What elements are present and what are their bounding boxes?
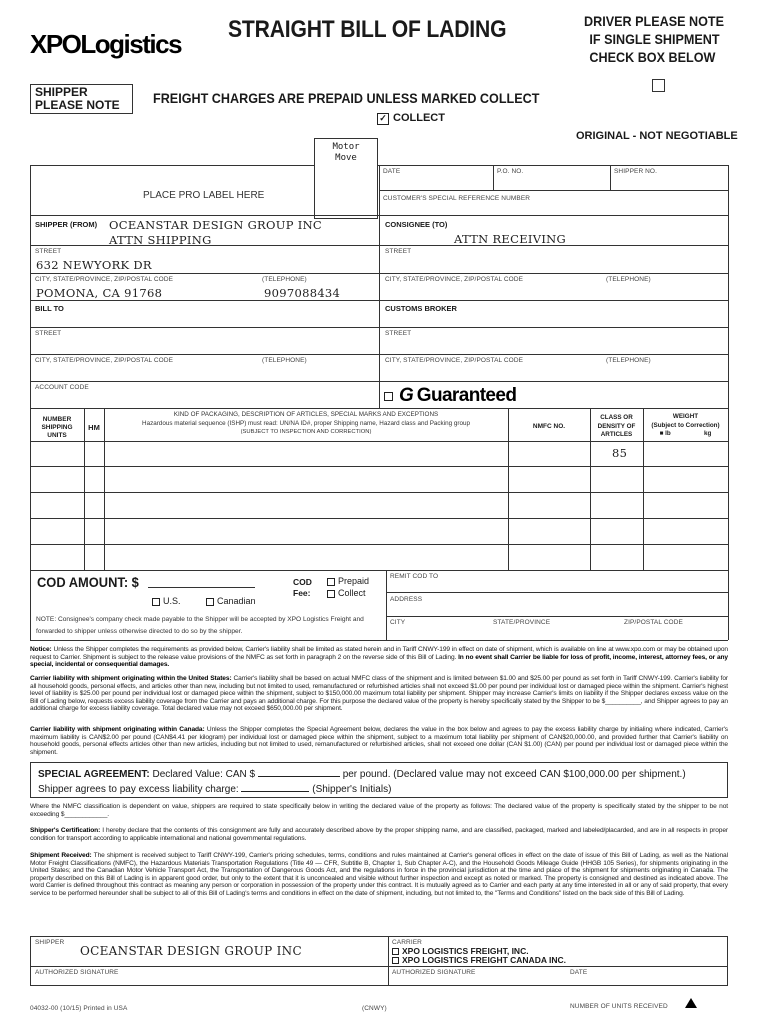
class-header-line3: ARTICLES [600, 431, 633, 438]
shipper-please-note [30, 84, 133, 114]
certification-text: I hereby declare that the contents of this consignment are fully and accurately described above by the proper shipping name, and are classified, packaged, marked and labeled/placarded, and are in all respects in proper condition for transport according to applicable international and national governmental regulations. [30, 827, 728, 842]
single-shipment-checkbox[interactable] [652, 79, 665, 92]
consignee-attn: ATTN RECEIVING [454, 232, 567, 246]
table-row[interactable] [30, 467, 728, 491]
carrier-date-label[interactable]: DATE [570, 969, 588, 976]
notice-text: Unless the Shipper completes the requirements as provided below, Carrier's liability shall be limited as stated herein and in Tariff CNWY-199 in effect on date of shipment, which is available on line at www.xpo.com or may be obtained upon request to Carrier. Shipment is subject to the release value provisions of the NMFC as set forth in paragraph 2 on the reverse side of this Bill of Lading. [30, 646, 728, 661]
units-header-line3: UNITS [47, 432, 67, 439]
declared-value-field[interactable] [258, 767, 340, 777]
us-liability-paragraph [30, 675, 728, 713]
consignee-city-label: CITY, STATE/PROVINCE, ZIP/POSTAL CODE [385, 276, 524, 283]
collect-label: COLLECT [393, 112, 445, 124]
driver-note-line2: IF SINGLE SHIPMENT [589, 31, 720, 47]
driver-note-line1: DRIVER PLEASE NOTE [584, 13, 725, 29]
cod-zip-label: ZIP/POSTAL CODE [624, 619, 683, 626]
cod-canadian-label: Canadian [217, 596, 256, 606]
guaranteed-g-icon: G [399, 385, 414, 406]
collect-checked-icon: ✓ [377, 113, 389, 125]
motor-move-line1: Motor [332, 142, 360, 152]
cod-note: NOTE: Consignee's company check made payable to the Shipper will be accepted by XPO Logistics Freight and forwarded to shipper unless otherwise directed to do so by the shipper. [36, 616, 364, 635]
shipper-agrees-label: Shipper agrees to pay excess liability charge: [38, 784, 239, 795]
bill-to-city-label: CITY, STATE/PROVINCE, ZIP/POSTAL CODE [35, 357, 174, 364]
table-row [30, 442, 728, 466]
special-agreement-title: SPECIAL AGREEMENT: [38, 769, 150, 780]
motor-move-box [314, 138, 378, 219]
freight-charges-notice: FREIGHT CHARGES ARE PREPAID UNLESS MARKED COLLECT [153, 90, 540, 106]
nmfc-column-header: NMFC NO. [532, 423, 566, 430]
customer-reference-label: CUSTOMER'S SPECIAL REFERENCE NUMBER [383, 195, 531, 202]
cod-collect-label: Collect [338, 588, 366, 598]
description-column-header [104, 411, 508, 437]
cod-prepaid-checkbox[interactable] [327, 578, 335, 586]
shipper-attn: ATTN SHIPPING [109, 233, 212, 247]
kg-option[interactable] [704, 430, 711, 439]
class-header-line1: CLASS OR [600, 414, 633, 421]
carrier-authorized-signature-label[interactable]: AUTHORIZED SIGNATURE [392, 969, 476, 976]
description-header-line3: (SUBJECT TO INSPECTION AND CORRECTION) [240, 429, 372, 435]
cod-fee-label [293, 577, 312, 599]
class-header-line2: DENSITY OF [597, 422, 636, 430]
xpo-logo: XPOLogistics [30, 29, 182, 59]
account-code-label: ACCOUNT CODE [35, 384, 89, 391]
special-agreement-line2 [38, 782, 391, 795]
nmfc-declared-value-note: Where the NMFC classification is dependent on value, shippers are required to state specifically below in writing the declared value of the property as follows: The declared value of the property is specifically stated by the shipper to be not exceeding $____________. [30, 803, 728, 818]
notice-bold-text: In no event shall Carrier be liable for loss of profit, income, interest, attorney fees, or any special, incidental or consequential damages. [30, 653, 729, 669]
form-number: 04032-00 (10/15) Printed in USA [30, 1005, 128, 1012]
cod-amount-field[interactable] [148, 587, 255, 588]
cod-canadian-option[interactable] [206, 596, 256, 606]
cod-city-label: CITY [390, 619, 406, 626]
lb-selected-icon: ■ [659, 430, 666, 437]
notice-title: Notice: [30, 646, 52, 653]
weight-unit-row [643, 430, 728, 439]
units-header-line2: SHIPPING [41, 424, 73, 431]
shipper-signature-label: SHIPPER [35, 939, 65, 946]
document-title: STRAIGHT BILL OF LADING [228, 16, 507, 43]
carrier-2-name: XPO LOGISTICS FREIGHT CANADA INC. [402, 955, 567, 965]
cod-fee-line1: COD [293, 577, 312, 587]
cnwy-code: (CNWY) [362, 1005, 387, 1012]
cod-collect-checkbox[interactable] [327, 590, 335, 598]
notice-paragraph [30, 646, 728, 669]
consignee-to-heading: CONSIGNEE (TO) [385, 220, 448, 229]
shipment-received-text: The shipment is received subject to Tariff CNWY-199, Carrier's pricing schedules, terms, conditions and rules maintained at Carrier's general offices in effect on the date of issue of this Bill of Lading, as well as the National Motor Freight Classifications (NMFC), the Hazardous Materials Transportation Regulations (Title 49 — CFR, Subtitle B, Chapter 1, Sub Chapter A-C), and the Household Goods Mileage Guide (HHGB 105 Series), for shipments originating in the United States; and the Canadian Motor Vehicle Transport Act, the Transportation of Dangerous Goods Act, and the regulations in force in the provincial jurisdiction at the time and place of the shipment for shipments originating in Canada. The property described on this Bill of Lading is in apparent good order, but only to the extent that it is unconcealed and visible without further inspection and except as noted or marked. The property is consigned and destined as indicated above. The word Carrier is defined throughout this contract as meaning any person or corporation in possession of the property under this contract. It is mutually agreed as to Carrier and each party at any time interested in all or any of said property, that every service to be performed hereunder shall be subject to all of this Bill of Lading's terms and conditions in effect on the date of shipment, including, but not limited to, the "Terms and Conditions" listed on the back side of this Bill of Lading. [30, 852, 728, 897]
table-row[interactable] [30, 493, 728, 517]
customs-phone-label: (TELEPHONE) [606, 357, 651, 364]
original-not-negotiable: ORIGINAL - NOT NEGOTIABLE [576, 130, 738, 142]
guaranteed-option[interactable] [384, 385, 516, 407]
cod-prepaid-label: Prepaid [338, 576, 370, 586]
per-pound-text: per pound. (Declared value may not exceed CAN $100,000.00 per shipment.) [342, 769, 686, 780]
shipment-received-paragraph [30, 852, 728, 898]
certification-paragraph [30, 827, 728, 842]
collect-option[interactable] [377, 112, 445, 125]
shipper-initials-label: (Shipper's Initials) [312, 784, 392, 795]
consignee-street-label: STREET [385, 248, 412, 255]
shipper-from-heading: SHIPPER (FROM) [35, 220, 98, 229]
certification-title: Shipper's Certification: [30, 827, 101, 834]
declared-value-label: Declared Value: CAN $ [152, 769, 256, 780]
shipper-authorized-signature-label[interactable]: AUTHORIZED SIGNATURE [35, 969, 119, 976]
cod-canadian-checkbox[interactable] [206, 598, 214, 606]
description-header-line2: Hazardous material sequence (ISHP) must read: UN/NA ID#, proper Shipping name, Hazard class and Packing group [142, 419, 470, 427]
date-label: DATE [383, 168, 401, 175]
cod-amount-label: COD AMOUNT: $ [37, 574, 139, 590]
us-liability-text: Carrier's liability shall be based on actual NMFC class of the shipment and is limited between $1.00 and $25.00 per pound as set forth in Tariff CNWY-199. Carrier's liability for all household goods, personal effects, and articles other than new, including but not limited to used, remanufactured or refurbished articles shall not exceed $1.00 per pound per individual lost or damaged piece within the shipment. Carrier's highest level of liability is $25.00 per pound per individual lost or damaged piece within the shipment, subject to $150,000.00 maximum total liability per shipment. Shipper may increase Carrier's limits on liability if the Shipper declares excess value on the Bill of Lading below, requests excess liability coverage from the Carrier and pays an additional charge. For this purpose the declared value of the property is hereby specifically stated by the Shipper to be $__________, and Shipper agrees to pay an additional charge for excess liability coverage. Total declared value may not exceed $650,000.00 per shipment. [30, 675, 728, 713]
remit-cod-label: REMIT COD TO [390, 573, 439, 580]
ca-liability-paragraph [30, 726, 728, 756]
special-agreement-line1 [38, 767, 686, 780]
po-number-label: P.O. NO. [497, 168, 524, 175]
customs-street-label: STREET [385, 330, 412, 337]
customs-city-label: CITY, STATE/PROVINCE, ZIP/POSTAL CODE [385, 357, 524, 364]
cod-fee-line2: Fee: [293, 588, 311, 598]
class-column-header [590, 414, 643, 440]
shipper-city: POMONA, CA 91768 [36, 286, 163, 300]
description-header-line1: KIND OF PACKAGING, DESCRIPTION OF ARTICLES, SPECIAL MARKS AND EXCEPTIONS [173, 411, 439, 418]
weight-header-line1: WEIGHT [672, 413, 699, 420]
bill-to-heading: BILL TO [35, 304, 64, 313]
carrier-label: CARRIER [392, 939, 422, 946]
shipment-received-title: Shipment Received: [30, 852, 92, 859]
ca-liability-title: Carrier liability with shipment originating within Canada: [30, 726, 205, 733]
units-header-line1: NUMBER [42, 416, 72, 423]
customs-broker-heading: CUSTOMS BROKER [385, 304, 457, 313]
bill-to-phone-label: (TELEPHONE) [262, 357, 307, 364]
units-received-label: NUMBER OF UNITS RECEIVED [570, 1003, 668, 1010]
shipper-city-label: CITY, STATE/PROVINCE, ZIP/POSTAL CODE [35, 276, 174, 283]
shipper-note-line2: PLEASE NOTE [35, 98, 120, 112]
units-column-header [30, 416, 84, 440]
carrier-2-checkbox[interactable] [392, 957, 399, 964]
guaranteed-label: Guaranteed [416, 385, 517, 406]
lb-label: lb [665, 430, 671, 437]
motor-move-line2: Move [335, 153, 357, 163]
shipper-street-label: STREET [35, 248, 62, 255]
shipper-street: 632 NEWYORK DR [36, 258, 152, 272]
carrier-1-name: XPO LOGISTICS FREIGHT, INC. [402, 946, 529, 956]
ca-liability-text: Unless the Shipper completes the Special Agreement below, declares the value in the box below and agrees to pay the excess liability charge by initialing where indicated, Carrier's maximum liability is CAN$2.00 per pound (CAN$4.41 per kilogram) per individual lost or damaged piece within the shipment, subject to a maximum total liability per shipment of CAN$20,000.00, and provided further that Carrier's liability on household goods, personal effects articles other than new articles, including but not limited to used, remanufactured or refurbished articles, shall not exceed one dollar (CAN $1.00) (CAN) per pound per individual lost or damaged piece within the shipment. [30, 726, 729, 756]
driver-note [584, 12, 724, 66]
hm-column-header: HM [88, 423, 100, 432]
cod-us-label: U.S. [163, 596, 181, 606]
driver-note-line3: CHECK BOX BELOW [589, 49, 716, 65]
shipper-name: OCEANSTAR DESIGN GROUP INC [109, 218, 323, 232]
table-row[interactable] [30, 545, 728, 569]
cod-prepaid-option[interactable] [327, 576, 369, 586]
lb-option[interactable] [660, 430, 671, 439]
carrier-option-2[interactable] [392, 955, 566, 965]
cod-us-checkbox[interactable] [152, 598, 160, 606]
triangle-marker-icon [685, 998, 697, 1008]
table-row[interactable] [30, 519, 728, 543]
bill-to-street-label: STREET [35, 330, 62, 337]
shipper-phone-label: (TELEPHONE) [262, 276, 307, 283]
shipper-number-label: SHIPPER NO. [614, 168, 657, 175]
pro-label-area: PLACE PRO LABEL HERE [143, 190, 265, 201]
us-liability-title: Carrier liability with shipment originating within the United States: [30, 675, 232, 682]
shipper-initials-field[interactable] [241, 782, 309, 792]
cod-collect-option[interactable] [327, 588, 366, 598]
weight-header-line2: (Subject to Correction) [651, 421, 720, 429]
guaranteed-checkbox[interactable] [384, 392, 393, 401]
cod-address-label: ADDRESS [390, 596, 423, 603]
cod-us-option[interactable] [152, 596, 181, 606]
consignee-phone-label: (TELEPHONE) [606, 276, 651, 283]
cod-state-label: STATE/PROVINCE [493, 619, 551, 626]
signature-shipper-name: OCEANSTAR DESIGN GROUP INC [80, 944, 302, 958]
weight-column-header [643, 413, 728, 439]
kg-label: kg [704, 430, 712, 437]
row-class-value[interactable]: 85 [612, 446, 628, 460]
shipper-phone: 9097088434 [264, 286, 341, 300]
shipper-note-line1: SHIPPER [35, 85, 88, 99]
